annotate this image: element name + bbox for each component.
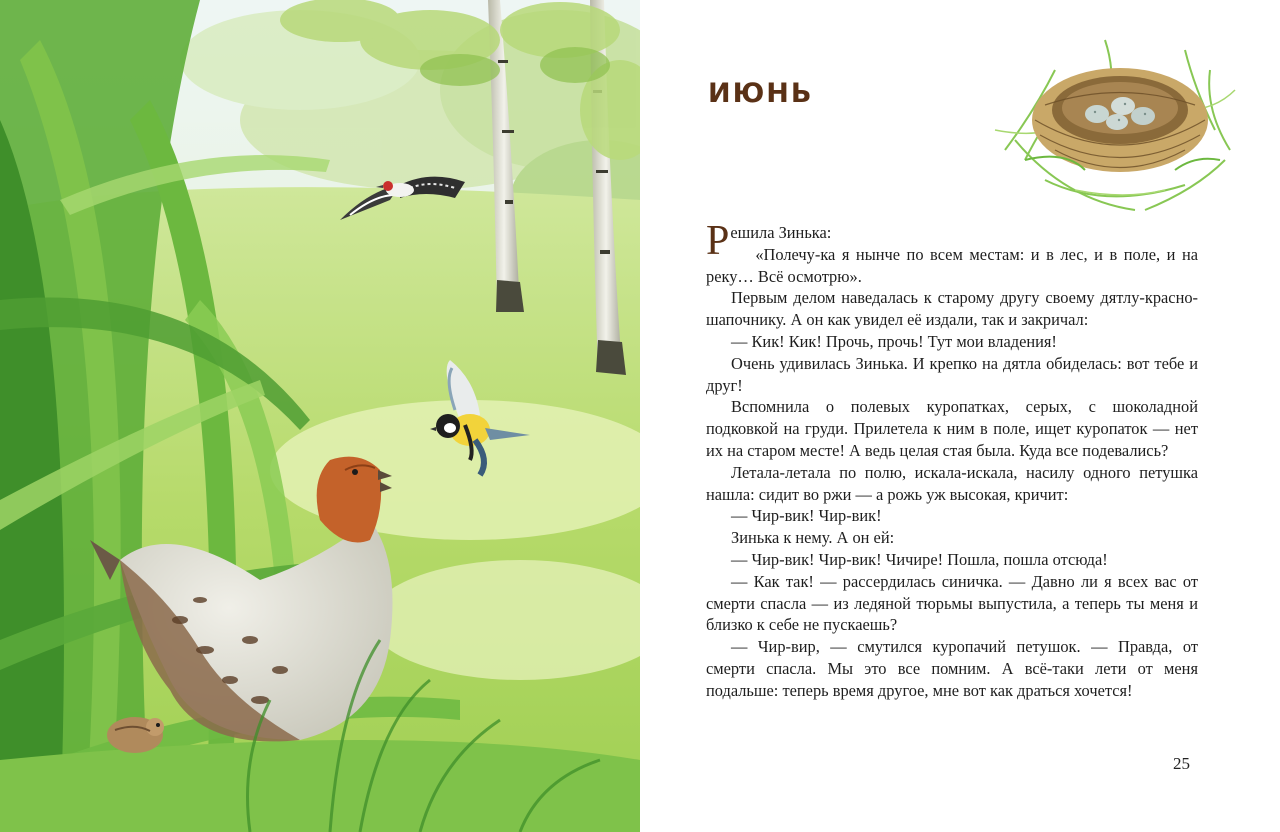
text-page <box>640 0 1280 832</box>
paragraph: — Как так! — рассердилась синичка. — Давно ли я всех вас от смерти спасла — из ледяной тюрьмы выпустила, а теперь ты меня и близко к себе не пускаешь? <box>706 571 1198 635</box>
paragraph: Вспомнила о полевых куропатках, серых, с шоколадной подковкой на груди. Прилетела к ним в поле, ищет куропаток — нет их на старом месте! А ведь целая стая была. Куда все подевались? <box>706 397 1198 460</box>
drop-cap: Р <box>706 218 730 264</box>
paragraph: Очень удивилась Зинька. И крепко на дятла обиделась: вот тебе и друг! <box>706 353 1198 395</box>
paragraph: — Чир-вик! Чир-вик! <box>731 506 882 526</box>
nest-decoration <box>985 10 1245 220</box>
paragraph: — Чир-вик! Чир-вик! Чичире! Пошла, пошла отсюда! <box>731 549 1108 569</box>
paragraph: «Полечу-ка я нынче по всем местам: и в лес, и в поле, и на реку… Всё осмотрю». <box>706 244 1198 286</box>
paragraph: Первым делом наведалась к старому другу своему дятлу-красношапочнику. А он как увидел её издали, так и закричал: <box>706 288 1198 330</box>
chapter-title: ИЮНЬ <box>708 78 814 109</box>
paragraph-opening-text: ешила Зинька: <box>730 223 832 242</box>
page-number: 25 <box>1173 754 1190 773</box>
paragraph: Летала-летала по полю, искала-искала, насилу одного петушка нашла: сидит во ржи — а рожь уж высокая, кричит: <box>706 462 1198 504</box>
story-text <box>706 218 1198 702</box>
paragraph: — Кик! Кик! Прочь, прочь! Тут мои владения! <box>731 331 1057 351</box>
bird-nest-icon <box>985 10 1245 220</box>
paragraph: — Чир-вир, — смутился куропачий петушок. — Правда, от смерти спасла. Мы это все помним. А всё-таки лети от меня подальше: теперь время другое, мне вот как драться хочется! <box>706 637 1198 700</box>
paragraph: Зинька к нему. А он ей: <box>731 528 895 548</box>
paragraph-opening <box>706 218 1198 264</box>
